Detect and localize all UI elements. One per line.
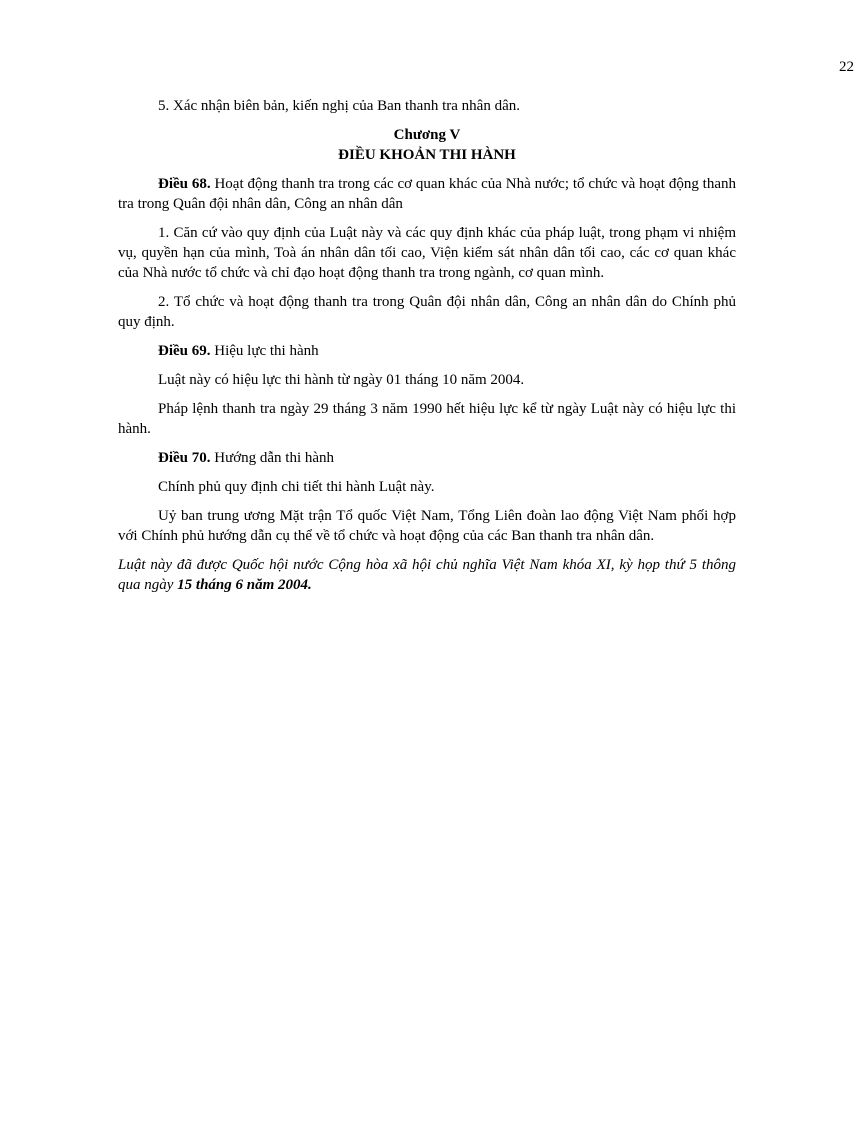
article-70-paragraph-2: Uỷ ban trung ương Mặt trận Tổ quốc Việt Nam, Tổng Liên đoàn lao động Việt Nam phối hợp với Chính phủ hướng dẫn cụ thể về tổ chức và hoạt động của các Ban thanh tra nhân dân. bbox=[118, 508, 736, 544]
article-69-label: Điều 69. bbox=[158, 343, 211, 359]
closing-note bbox=[118, 555, 736, 595]
item-5-paragraph: 5. Xác nhận biên bản, kiến nghị của Ban thanh tra nhân dân. bbox=[158, 98, 520, 114]
article-68-clause-2: 2. Tổ chức và hoạt động thanh tra trong Quân đội nhân dân, Công an nhân dân do Chính phủ quy định. bbox=[118, 294, 736, 330]
article-70-title: Hướng dẫn thi hành bbox=[210, 450, 335, 466]
closing-note-date: 15 tháng 6 năm 2004. bbox=[177, 577, 312, 593]
closing-note-text: Luật này đã được Quốc hội nước Cộng hòa xã hội chủ nghĩa Việt Nam khóa XI, kỳ họp thứ 5 thông qua ngày bbox=[118, 557, 736, 593]
article-68-clause-1: 1. Căn cứ vào quy định của Luật này và các quy định khác của pháp luật, trong phạm vi nhiệm vụ, quyền hạn của mình, Toà án nhân dân tối cao, Viện kiểm sát nhân dân tối cao, các cơ quan khác của Nhà nước tổ chức và chỉ đạo hoạt động thanh tra trong ngành, cơ quan mình. bbox=[118, 225, 736, 281]
article-69-paragraph-2: Pháp lệnh thanh tra ngày 29 tháng 3 năm 1990 hết hiệu lực kể từ ngày Luật này có hiệu lực thi hành. bbox=[118, 401, 736, 437]
chapter-label: Chương V bbox=[393, 127, 461, 143]
article-70-paragraph-1: Chính phủ quy định chi tiết thi hành Luật này. bbox=[158, 479, 435, 495]
article-69-paragraph-1: Luật này có hiệu lực thi hành từ ngày 01 tháng 10 năm 2004. bbox=[158, 372, 525, 388]
page-number: 22 bbox=[839, 59, 854, 75]
article-69-heading bbox=[118, 341, 736, 361]
article-68-heading bbox=[118, 174, 736, 214]
document-body bbox=[118, 96, 736, 604]
article-70-label: Điều 70. bbox=[158, 450, 211, 466]
chapter-title: ĐIỀU KHOẢN THI HÀNH bbox=[338, 147, 516, 163]
article-68-title: Hoạt động thanh tra trong các cơ quan khác của Nhà nước; tổ chức và hoạt động thanh tra trong Quân đội nhân dân, Công an nhân dân bbox=[118, 176, 737, 212]
article-70-heading bbox=[118, 448, 736, 468]
article-69-title: Hiệu lực thi hành bbox=[210, 343, 319, 359]
article-68-label: Điều 68. bbox=[158, 176, 211, 192]
